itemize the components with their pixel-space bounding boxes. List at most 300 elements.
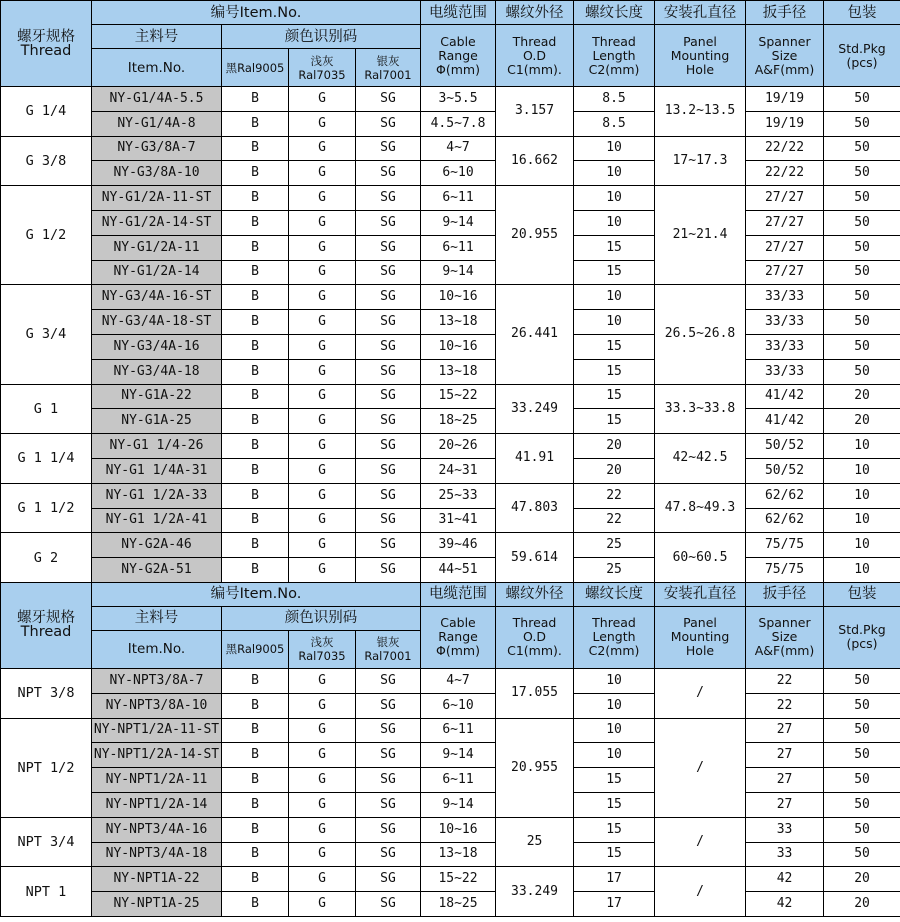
thread-length-cell: 15 [574, 334, 655, 359]
silver-code-cell: SG [356, 334, 421, 359]
cable-range-cell: 4.5~7.8 [421, 111, 496, 136]
table-row [1, 310, 900, 335]
panel-hole-cell: 33.3~33.8 [655, 384, 746, 434]
package-cell: 10 [824, 458, 900, 483]
table-row [1, 359, 900, 384]
thread-length-cell: 10 [574, 718, 655, 743]
cable-range-cell: 39~46 [421, 533, 496, 558]
header-line: 浅灰 [310, 635, 334, 650]
item-no-cell: NY-G3/4A-18-ST [92, 310, 222, 335]
cable-range-cell: 24~31 [421, 458, 496, 483]
thread-header-cn: 螺牙规格 [17, 28, 75, 45]
cable-range-header-cn: 电缆范围 [421, 582, 496, 606]
header-line: C1(mm). [507, 643, 562, 659]
panel-hole-cell: 21~21.4 [655, 186, 746, 285]
thread-length-cell: 8.5 [574, 87, 655, 112]
item-no-cell: NY-G1/4A-8 [92, 111, 222, 136]
header-line: 银灰 [376, 635, 400, 650]
lightgray-code-cell: G [289, 792, 356, 817]
table-row [1, 210, 900, 235]
cable-range-cell: 6~11 [421, 718, 496, 743]
thread-length-cell: 10 [574, 210, 655, 235]
thread-od-cell: 59.614 [496, 533, 574, 583]
panel-hole-cell: 47.8~49.3 [655, 483, 746, 533]
black-code-cell: B [222, 558, 289, 583]
item-no-header: Item.No. [92, 630, 222, 668]
cable-range-cell: 10~16 [421, 817, 496, 842]
header-line: Mounting [670, 629, 730, 645]
thread-od-cell: 17.055 [496, 668, 574, 718]
thread-size-cell: NPT 1 [1, 867, 92, 917]
panel-hole-cell: 60~60.5 [655, 533, 746, 583]
cable-range-cell: 9~14 [421, 260, 496, 285]
spanner-size-cell: 75/75 [746, 558, 824, 583]
lightgray-code-cell: G [289, 384, 356, 409]
thread-od-cell: 47.803 [496, 483, 574, 533]
table-row [1, 186, 900, 211]
cable-range-cell: 9~14 [421, 743, 496, 768]
silver-color-header [356, 49, 421, 87]
cable-range-header-en [421, 25, 496, 87]
item-no-cell: NY-G1A-22 [92, 384, 222, 409]
cable-range-cell: 6~10 [421, 161, 496, 186]
header-line: Length [592, 47, 636, 63]
thread-od-cell: 33.249 [496, 867, 574, 917]
thread-size-cell: NPT 1/2 [1, 718, 92, 817]
lightgray-code-cell: G [289, 334, 356, 359]
silver-code-cell: SG [356, 384, 421, 409]
black-code-cell: B [222, 508, 289, 533]
silver-color-header [356, 630, 421, 668]
cable-range-cell: 4~7 [421, 668, 496, 693]
spanner-size-cell: 33/33 [746, 334, 824, 359]
package-cell: 10 [824, 483, 900, 508]
spanner-size-cell: 33 [746, 817, 824, 842]
item-no-cell: NY-G1 1/2A-33 [92, 483, 222, 508]
cable-range-cell: 10~16 [421, 334, 496, 359]
silver-code-cell: SG [356, 718, 421, 743]
panel-hole-cell: / [655, 867, 746, 917]
panel-hole-cell: / [655, 817, 746, 867]
black-code-cell: B [222, 359, 289, 384]
lightgray-code-cell: G [289, 892, 356, 917]
black-code-cell: B [222, 718, 289, 743]
header-line: Size [771, 629, 798, 645]
package-cell: 20 [824, 892, 900, 917]
package-cell: 50 [824, 136, 900, 161]
thread-length-cell: 8.5 [574, 111, 655, 136]
main-no-header: 主料号 [92, 25, 222, 49]
header-line: O.D [523, 629, 546, 645]
package-cell: 20 [824, 867, 900, 892]
item-no-cell: NY-NPT1/2A-14 [92, 792, 222, 817]
black-code-cell: B [222, 136, 289, 161]
silver-code-cell: SG [356, 458, 421, 483]
package-header-cn: 包装 [824, 582, 900, 606]
thread-length-cell: 25 [574, 558, 655, 583]
spanner-size-cell: 22/22 [746, 161, 824, 186]
header-line: Range [438, 629, 478, 645]
cable-range-cell: 13~18 [421, 310, 496, 335]
silver-code-cell: SG [356, 693, 421, 718]
thread-od-cell: 41.91 [496, 434, 574, 484]
table-row [1, 508, 900, 533]
black-code-cell: B [222, 260, 289, 285]
thread-header [1, 1, 92, 87]
thread-size-cell: G 2 [1, 533, 92, 583]
package-cell: 50 [824, 792, 900, 817]
cable-range-cell: 15~22 [421, 384, 496, 409]
header-line: Std.Pkg [838, 40, 886, 56]
thread-size-cell: NPT 3/4 [1, 817, 92, 867]
silver-code-cell: SG [356, 409, 421, 434]
item-no-group-header: 编号Item.No. [92, 582, 421, 606]
silver-code-cell: SG [356, 867, 421, 892]
package-cell: 50 [824, 111, 900, 136]
thread-od-cell: 26.441 [496, 285, 574, 384]
item-no-cell: NY-NPT3/8A-10 [92, 693, 222, 718]
lightgray-code-cell: G [289, 508, 356, 533]
table-row [1, 409, 900, 434]
table-row [1, 483, 900, 508]
thread-length-cell: 20 [574, 458, 655, 483]
header-line: Φ(mm) [436, 643, 480, 659]
thread-length-cell: 15 [574, 260, 655, 285]
thread-length-cell: 10 [574, 743, 655, 768]
panel-hole-header-en [655, 606, 746, 668]
silver-code-cell: SG [356, 111, 421, 136]
thread-size-cell: G 3/4 [1, 285, 92, 384]
thread-length-cell: 20 [574, 434, 655, 459]
thread-od-header-cn: 螺纹外径 [496, 582, 574, 606]
black-code-cell: B [222, 384, 289, 409]
silver-code-cell: SG [356, 235, 421, 260]
lightgray-code-cell: G [289, 458, 356, 483]
item-no-cell: NY-NPT1A-25 [92, 892, 222, 917]
package-cell: 50 [824, 842, 900, 867]
item-no-group-header: 编号Item.No. [92, 1, 421, 25]
header-line: Thread [592, 615, 636, 631]
table-row [1, 161, 900, 186]
black-code-cell: B [222, 458, 289, 483]
item-no-cell: NY-G1A-25 [92, 409, 222, 434]
panel-hole-header-cn: 安装孔直径 [655, 582, 746, 606]
spanner-size-cell: 41/42 [746, 409, 824, 434]
item-no-cell: NY-G1/4A-5.5 [92, 87, 222, 112]
spanner-size-cell: 75/75 [746, 533, 824, 558]
spanner-size-cell: 33 [746, 842, 824, 867]
thread-length-header-cn: 螺纹长度 [574, 1, 655, 25]
silver-code-cell: SG [356, 434, 421, 459]
cable-range-cell: 18~25 [421, 892, 496, 917]
header-line: Length [592, 629, 636, 645]
header-line: Cable [440, 33, 476, 49]
header-line: C2(mm) [588, 61, 640, 77]
header-line: 浅灰 [310, 53, 334, 68]
item-no-cell: NY-G2A-46 [92, 533, 222, 558]
header-line: A&F(mm) [754, 643, 815, 659]
lightgray-code-cell: G [289, 235, 356, 260]
cable-range-cell: 31~41 [421, 508, 496, 533]
header-line: C1(mm). [507, 61, 562, 77]
panel-hole-cell: / [655, 718, 746, 817]
spanner-size-cell: 19/19 [746, 87, 824, 112]
spanner-size-cell: 33/33 [746, 359, 824, 384]
cable-range-cell: 9~14 [421, 792, 496, 817]
thread-length-cell: 10 [574, 668, 655, 693]
header-row [1, 582, 900, 606]
lightgray-code-cell: G [289, 434, 356, 459]
cable-range-cell: 25~33 [421, 483, 496, 508]
item-no-cell: NY-G2A-51 [92, 558, 222, 583]
thread-od-cell: 33.249 [496, 384, 574, 434]
package-cell: 50 [824, 186, 900, 211]
header-row [1, 606, 900, 630]
thread-length-cell: 25 [574, 533, 655, 558]
spanner-header-en [746, 25, 824, 87]
thread-size-cell: G 1 [1, 384, 92, 434]
thread-size-cell: G 1/2 [1, 186, 92, 285]
cable-range-cell: 44~51 [421, 558, 496, 583]
black-code-cell: B [222, 409, 289, 434]
spanner-size-cell: 33/33 [746, 285, 824, 310]
silver-code-cell: SG [356, 792, 421, 817]
table-row [1, 768, 900, 793]
thread-length-cell: 15 [574, 768, 655, 793]
lightgray-code-cell: G [289, 210, 356, 235]
item-no-cell: NY-G3/8A-10 [92, 161, 222, 186]
black-color-header: 黑Ral9005 [222, 49, 289, 87]
item-no-cell: NY-G3/4A-16-ST [92, 285, 222, 310]
package-cell: 50 [824, 235, 900, 260]
package-cell: 50 [824, 817, 900, 842]
silver-code-cell: SG [356, 260, 421, 285]
header-line: O.D [523, 47, 546, 63]
table-row [1, 718, 900, 743]
silver-code-cell: SG [356, 842, 421, 867]
table-row [1, 693, 900, 718]
black-code-cell: B [222, 87, 289, 112]
lightgray-code-cell: G [289, 161, 356, 186]
lightgray-code-cell: G [289, 260, 356, 285]
item-no-cell: NY-NPT1/2A-14-ST [92, 743, 222, 768]
item-no-cell: NY-G1/2A-11 [92, 235, 222, 260]
table-row [1, 136, 900, 161]
header-line: Ral7001 [364, 67, 412, 82]
header-line: Ral7001 [364, 649, 412, 664]
header-line: Spanner [758, 615, 811, 631]
thread-size-cell: NPT 3/8 [1, 668, 92, 718]
package-header-en [824, 606, 900, 668]
spanner-size-cell: 27 [746, 718, 824, 743]
silver-code-cell: SG [356, 743, 421, 768]
thread-length-cell: 22 [574, 508, 655, 533]
table-row [1, 87, 900, 112]
thread-header-cn: 螺牙规格 [17, 610, 75, 627]
thread-header-en: Thread [20, 624, 72, 641]
header-line: A&F(mm) [754, 61, 815, 77]
lightgray-code-cell: G [289, 768, 356, 793]
spanner-size-cell: 22 [746, 668, 824, 693]
silver-code-cell: SG [356, 817, 421, 842]
item-no-cell: NY-G3/8A-7 [92, 136, 222, 161]
panel-hole-cell: 26.5~26.8 [655, 285, 746, 384]
thread-length-cell: 17 [574, 892, 655, 917]
thread-size-cell: G 1/4 [1, 87, 92, 137]
header-line: Hole [685, 643, 715, 659]
thread-length-header-en [574, 606, 655, 668]
lightgray-code-cell: G [289, 111, 356, 136]
black-color-header: 黑Ral9005 [222, 630, 289, 668]
cable-range-cell: 3~5.5 [421, 87, 496, 112]
header-line: Std.Pkg [838, 622, 886, 638]
silver-code-cell: SG [356, 161, 421, 186]
thread-header [1, 582, 92, 668]
header-line: Panel [683, 615, 717, 631]
table-row [1, 458, 900, 483]
lightgray-code-cell: G [289, 136, 356, 161]
spanner-header-cn: 扳手径 [746, 1, 824, 25]
black-code-cell: B [222, 792, 289, 817]
thread-od-cell: 20.955 [496, 186, 574, 285]
cable-range-cell: 9~14 [421, 210, 496, 235]
panel-hole-cell: 17~17.3 [655, 136, 746, 186]
cable-range-cell: 15~22 [421, 867, 496, 892]
spanner-size-cell: 27/27 [746, 210, 824, 235]
thread-length-cell: 10 [574, 693, 655, 718]
black-code-cell: B [222, 743, 289, 768]
cable-range-cell: 18~25 [421, 409, 496, 434]
thread-length-cell: 15 [574, 235, 655, 260]
package-cell: 20 [824, 409, 900, 434]
header-line: Spanner [758, 33, 811, 49]
package-cell: 10 [824, 508, 900, 533]
package-cell: 50 [824, 668, 900, 693]
header-line: Φ(mm) [436, 61, 480, 77]
cable-range-cell: 6~11 [421, 235, 496, 260]
table-row [1, 434, 900, 459]
package-cell: 50 [824, 310, 900, 335]
thread-size-cell: G 1 1/4 [1, 434, 92, 484]
item-no-cell: NY-NPT3/4A-16 [92, 817, 222, 842]
header-line: Mounting [670, 47, 730, 63]
thread-length-cell: 10 [574, 186, 655, 211]
silver-code-cell: SG [356, 668, 421, 693]
spanner-size-cell: 22 [746, 693, 824, 718]
table-row [1, 334, 900, 359]
lightgray-code-cell: G [289, 310, 356, 335]
silver-code-cell: SG [356, 87, 421, 112]
color-code-header: 颜色识别码 [222, 606, 421, 630]
black-code-cell: B [222, 161, 289, 186]
package-cell: 50 [824, 743, 900, 768]
spanner-size-cell: 22/22 [746, 136, 824, 161]
table-row [1, 842, 900, 867]
silver-code-cell: SG [356, 186, 421, 211]
table-row [1, 668, 900, 693]
package-cell: 50 [824, 718, 900, 743]
header-line: Thread [512, 615, 557, 631]
lightgray-code-cell: G [289, 359, 356, 384]
black-code-cell: B [222, 210, 289, 235]
item-no-cell: NY-G3/4A-16 [92, 334, 222, 359]
panel-hole-cell: 13.2~13.5 [655, 87, 746, 137]
lightgray-code-cell: G [289, 668, 356, 693]
spanner-size-cell: 50/52 [746, 434, 824, 459]
black-code-cell: B [222, 434, 289, 459]
header-line: Hole [685, 61, 715, 77]
cable-range-cell: 20~26 [421, 434, 496, 459]
thread-od-cell: 20.955 [496, 718, 574, 817]
thread-od-header-en [496, 25, 574, 87]
spanner-size-cell: 27 [746, 768, 824, 793]
cable-range-header-en [421, 606, 496, 668]
table-row [1, 285, 900, 310]
lightgray-code-cell: G [289, 867, 356, 892]
thread-od-header-en [496, 606, 574, 668]
cable-range-cell: 13~18 [421, 842, 496, 867]
thread-od-cell: 25 [496, 817, 574, 867]
item-no-cell: NY-NPT1/2A-11 [92, 768, 222, 793]
thread-length-cell: 10 [574, 161, 655, 186]
spanner-header-en [746, 606, 824, 668]
table-row [1, 867, 900, 892]
header-line: Panel [683, 33, 717, 49]
thread-length-cell: 15 [574, 409, 655, 434]
package-cell: 50 [824, 359, 900, 384]
lightgray-code-cell: G [289, 285, 356, 310]
silver-code-cell: SG [356, 558, 421, 583]
package-cell: 10 [824, 434, 900, 459]
silver-code-cell: SG [356, 285, 421, 310]
header-line: (pcs) [846, 636, 878, 652]
spanner-size-cell: 27/27 [746, 235, 824, 260]
black-code-cell: B [222, 186, 289, 211]
lightgray-code-cell: G [289, 693, 356, 718]
thread-od-cell: 16.662 [496, 136, 574, 186]
table-row [1, 558, 900, 583]
lightgray-code-cell: G [289, 186, 356, 211]
silver-code-cell: SG [356, 210, 421, 235]
item-no-cell: NY-G3/4A-18 [92, 359, 222, 384]
header-line: Thread [592, 33, 636, 49]
header-line: Cable [440, 615, 476, 631]
thread-length-cell: 15 [574, 842, 655, 867]
black-code-cell: B [222, 285, 289, 310]
spanner-size-cell: 41/42 [746, 384, 824, 409]
lightgray-code-cell: G [289, 743, 356, 768]
cable-range-cell: 10~16 [421, 285, 496, 310]
package-cell: 50 [824, 87, 900, 112]
main-no-header: 主料号 [92, 606, 222, 630]
spanner-size-cell: 62/62 [746, 508, 824, 533]
panel-hole-header-en [655, 25, 746, 87]
package-cell: 50 [824, 693, 900, 718]
thread-length-cell: 17 [574, 867, 655, 892]
package-cell: 50 [824, 334, 900, 359]
package-cell: 10 [824, 558, 900, 583]
package-cell: 10 [824, 533, 900, 558]
silver-code-cell: SG [356, 892, 421, 917]
lightgray-code-cell: G [289, 87, 356, 112]
table-row [1, 235, 900, 260]
package-cell: 50 [824, 768, 900, 793]
item-no-cell: NY-G1 1/4A-31 [92, 458, 222, 483]
spanner-size-cell: 42 [746, 867, 824, 892]
table-row [1, 892, 900, 917]
item-no-cell: NY-G1/2A-14-ST [92, 210, 222, 235]
spanner-size-cell: 27 [746, 743, 824, 768]
